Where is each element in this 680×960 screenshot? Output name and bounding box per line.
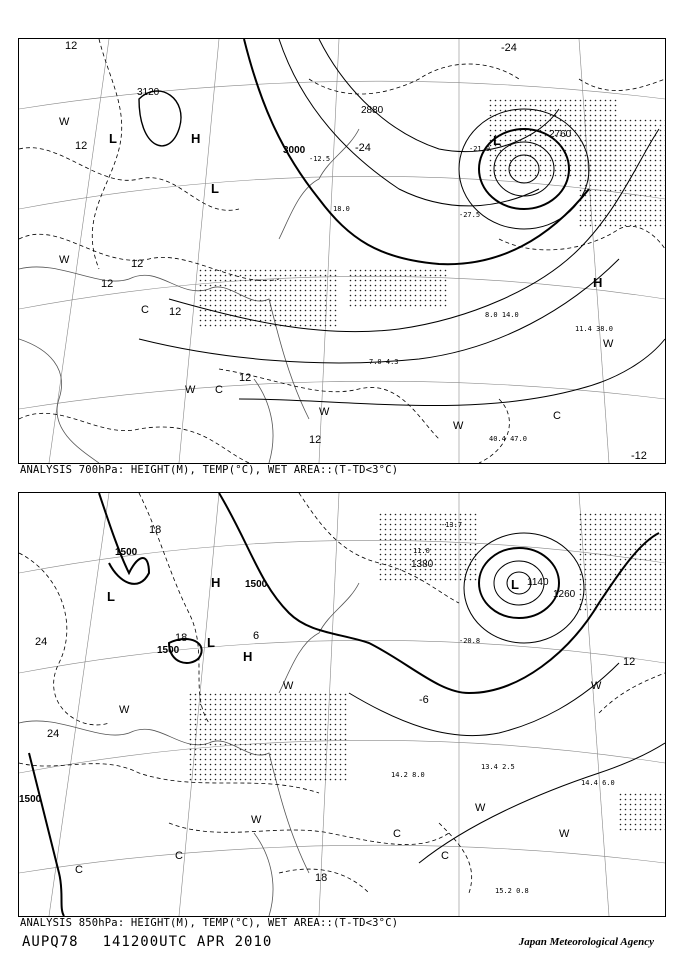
- high-pressure-symbol: H: [593, 275, 603, 290]
- station-value: 11.0: [413, 547, 430, 555]
- warm-marker: W: [453, 420, 464, 432]
- warm-marker: W: [591, 680, 602, 692]
- caption-700hpa: ANALYSIS 700hPa: HEIGHT(M), TEMP(°C), WET AREA::(T-TD<3°C): [20, 464, 399, 476]
- height-label: 2760: [549, 129, 572, 140]
- station-value: 8.0 14.0: [485, 311, 519, 319]
- temperature-label: -6: [419, 694, 429, 706]
- station-value: 18.0: [333, 205, 350, 213]
- agency-credit: Japan Meteorological Agency: [518, 936, 654, 948]
- station-value: 40.4 47.0: [489, 435, 527, 443]
- cold-marker: C: [75, 864, 83, 876]
- low-pressure-symbol: L: [211, 181, 219, 196]
- cold-marker: C: [441, 850, 449, 862]
- low-pressure-symbol: L: [109, 131, 117, 146]
- warm-marker: W: [319, 406, 330, 418]
- station-value: -27.5: [459, 211, 481, 219]
- temperature-label: -12: [631, 450, 647, 462]
- height-label: 1500: [115, 547, 138, 558]
- temperature-label: 12: [131, 258, 144, 270]
- chart-id-line: [22, 934, 272, 950]
- map-panel-700hpa: [18, 38, 666, 464]
- temperature-label: -24: [501, 42, 517, 54]
- warm-marker: W: [603, 338, 614, 350]
- high-pressure-symbol: H: [243, 649, 253, 664]
- weather-map-850hpa: [19, 493, 665, 916]
- temperature-label: 18: [149, 524, 162, 536]
- height-label: 2880: [361, 105, 384, 116]
- height-label: 1260: [553, 589, 576, 600]
- wet-area: [199, 99, 665, 329]
- map-panel-850hpa: [18, 492, 666, 917]
- station-value: 13.4 2.5: [481, 763, 515, 771]
- cold-marker: C: [553, 410, 561, 422]
- low-pressure-symbol: L: [107, 589, 115, 604]
- height-label: 1380: [411, 559, 434, 570]
- height-label: 1500: [157, 645, 180, 656]
- station-value: 14.2 8.0: [391, 771, 425, 779]
- chart-code: AUPQ78: [22, 934, 79, 950]
- temperature-label: 24: [47, 728, 60, 740]
- station-value: -20.8: [459, 637, 481, 645]
- height-label: 1500: [245, 579, 268, 590]
- temperature-label: 12: [239, 372, 252, 384]
- temperature-label: 12: [101, 278, 114, 290]
- height-label: 3000: [283, 145, 306, 156]
- height-label: 3120: [137, 87, 160, 98]
- weather-map-700hpa: [19, 39, 665, 463]
- height-label: 1140: [527, 577, 549, 588]
- temperature-label: 24: [35, 636, 48, 648]
- warm-marker: W: [251, 814, 262, 826]
- warm-marker: W: [119, 704, 130, 716]
- low-pressure-symbol: L: [511, 577, 519, 592]
- station-value: -12.5: [309, 155, 331, 163]
- temperature-label: 12: [309, 434, 322, 446]
- warm-marker: W: [283, 680, 294, 692]
- temperature-label: 18: [315, 872, 328, 884]
- warm-marker: W: [475, 802, 486, 814]
- analysis-datetime: 141200UTC APR 2010: [102, 934, 273, 950]
- cold-marker: C: [215, 384, 223, 396]
- low-pressure-symbol: L: [207, 635, 215, 650]
- station-value: 14.4 6.0: [581, 779, 615, 787]
- cold-marker: C: [175, 850, 183, 862]
- warm-marker: W: [185, 384, 196, 396]
- temperature-label: 12: [623, 656, 636, 668]
- warm-marker: W: [59, 254, 70, 266]
- high-pressure-symbol: H: [191, 131, 201, 146]
- warm-marker: W: [59, 116, 70, 128]
- height-label: 1500: [19, 794, 42, 805]
- station-value: -21.9: [469, 145, 491, 153]
- temperature-label: 6: [253, 630, 260, 642]
- temperature-label: -24: [355, 142, 371, 154]
- warm-marker: W: [559, 828, 570, 840]
- temperature-label: 12: [65, 40, 78, 52]
- high-pressure-symbol: H: [211, 575, 221, 590]
- cold-marker: C: [393, 828, 401, 840]
- station-value: 7.0 4.3: [369, 358, 399, 366]
- station-value: 15.2 0.8: [495, 887, 529, 895]
- station-value: -13.7: [441, 521, 463, 529]
- temperature-label: 12: [75, 140, 88, 152]
- station-value: 11.4 38.0: [575, 325, 613, 333]
- temperature-label: 12: [169, 306, 182, 318]
- caption-850hpa: ANALYSIS 850hPa: HEIGHT(M), TEMP(°C), WET AREA::(T-TD<3°C): [20, 917, 399, 929]
- low-pressure-symbol: L: [493, 133, 501, 148]
- temperature-label: 18: [175, 632, 188, 644]
- cold-marker: C: [141, 304, 149, 316]
